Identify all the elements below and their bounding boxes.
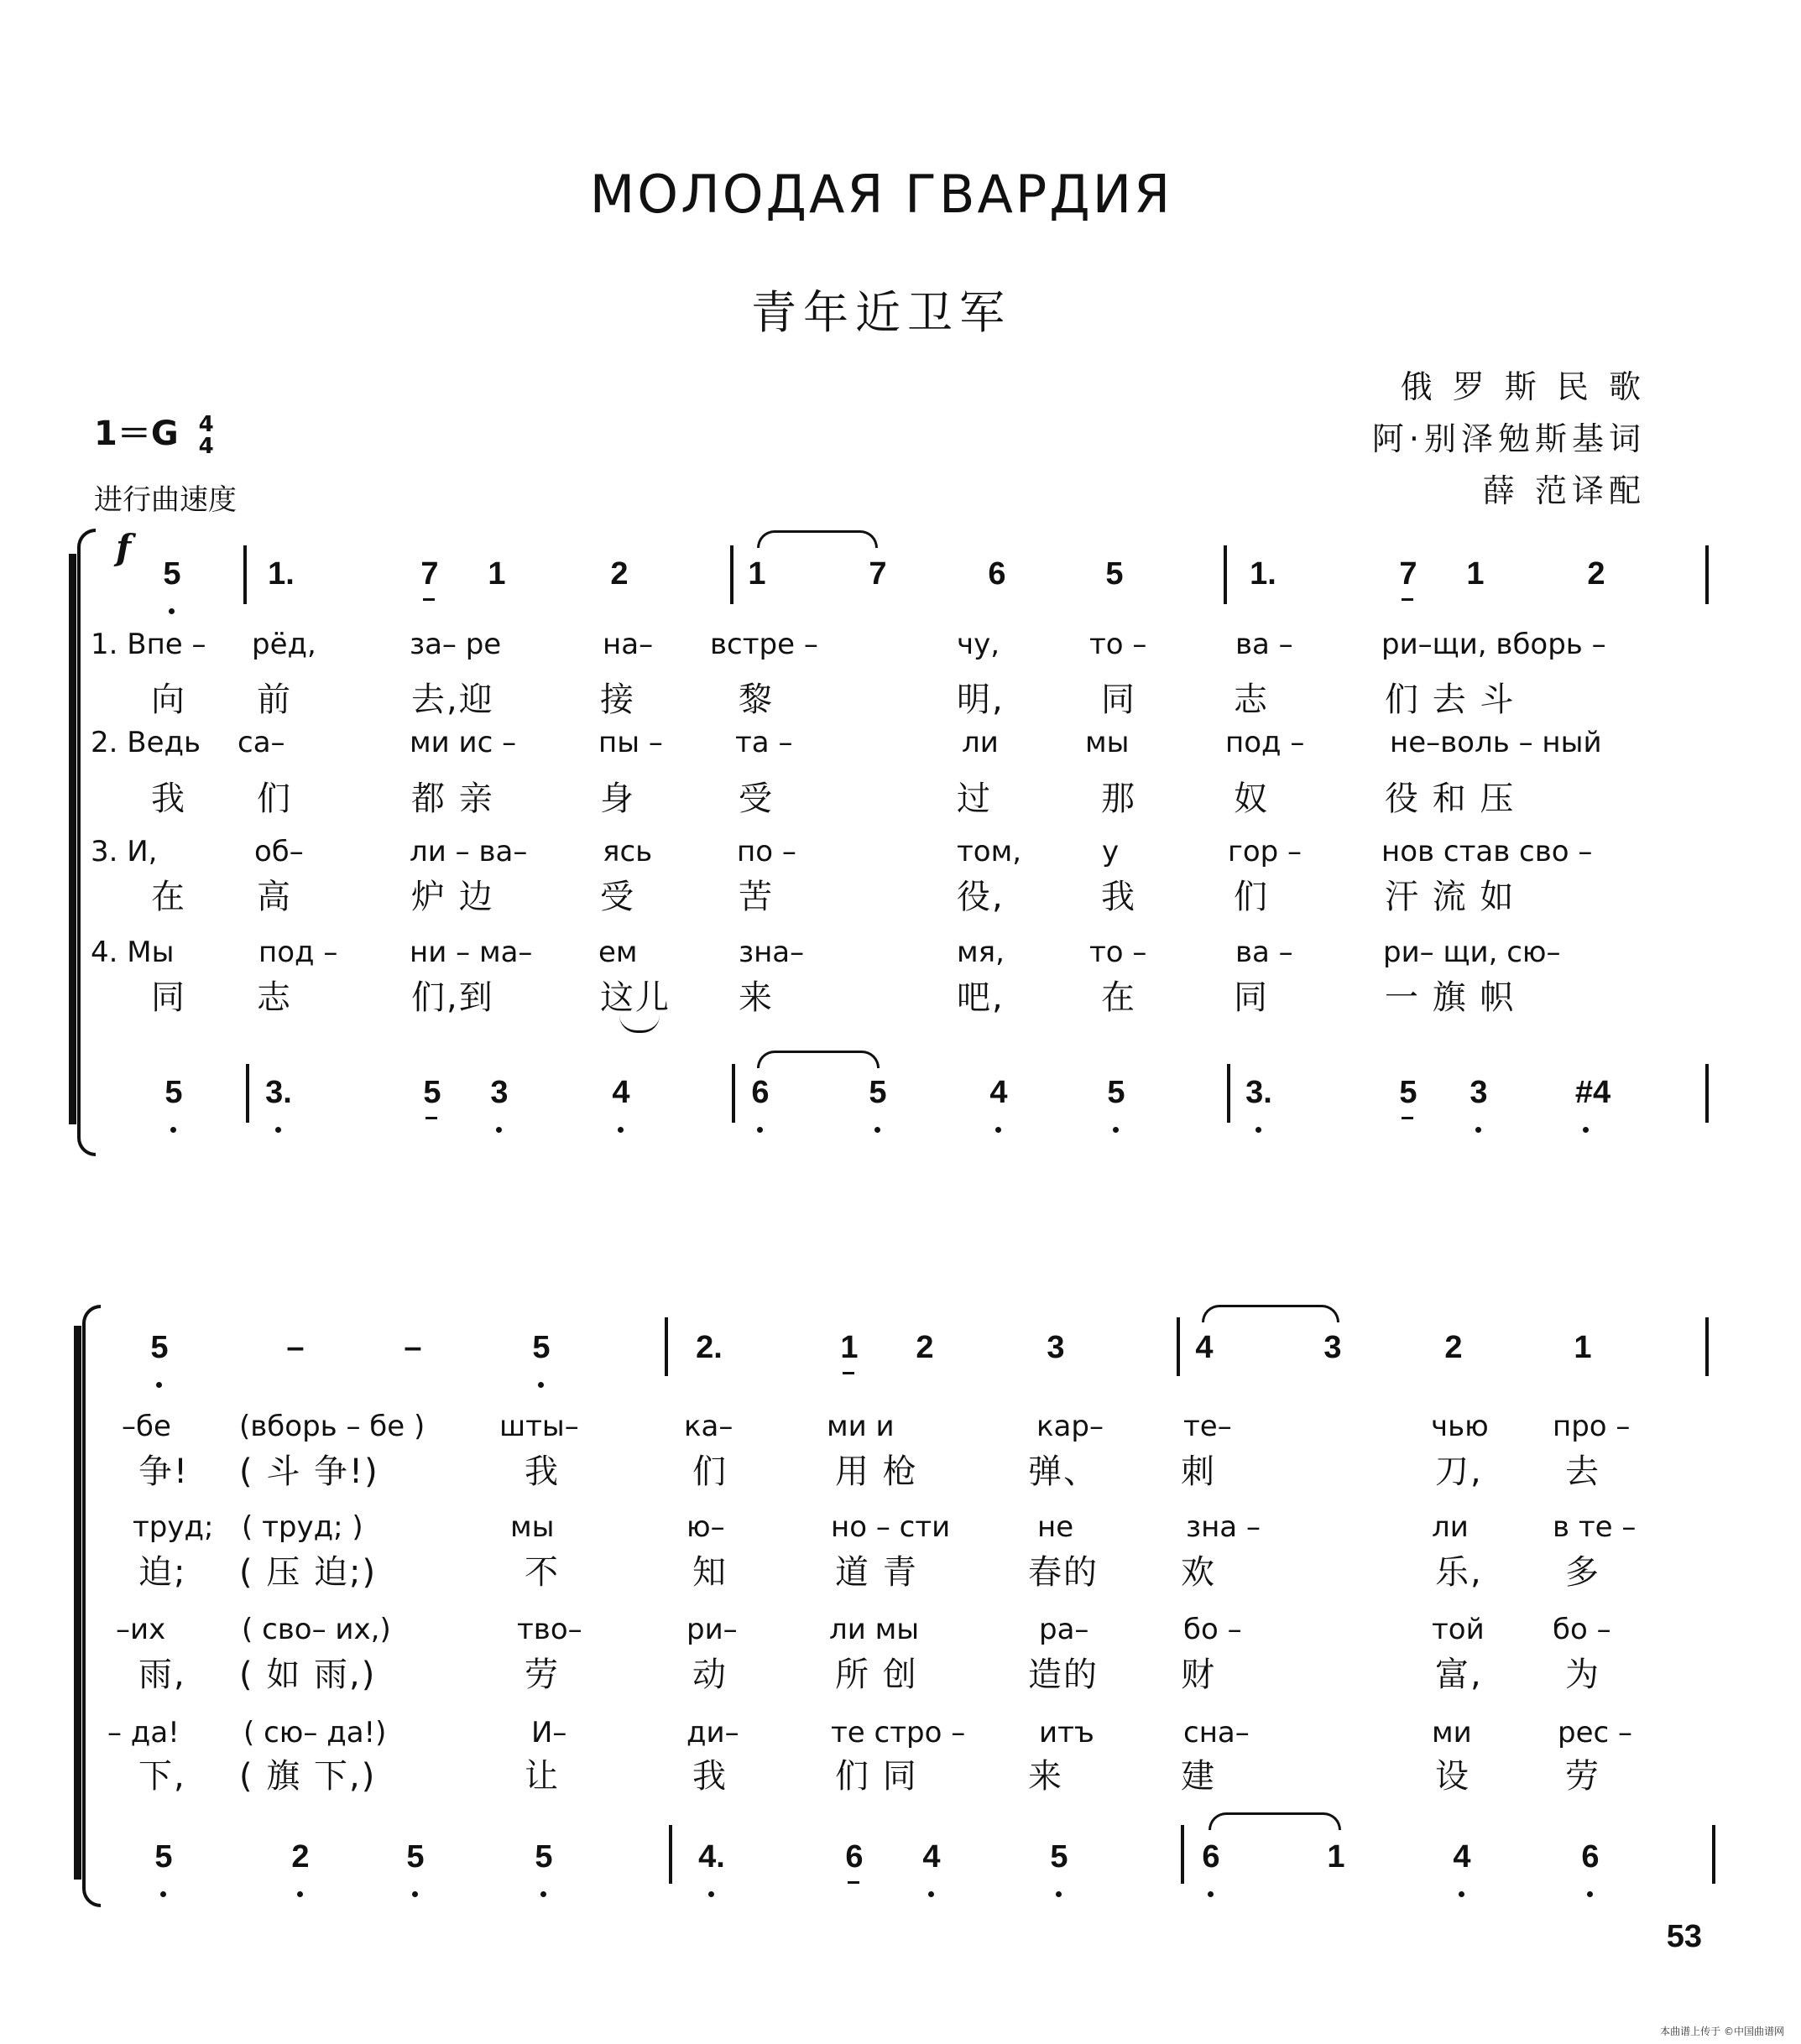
lyric-syllable: 吧, [957,978,1005,1017]
lyric-syllable: 志 [1234,680,1269,719]
time-top: 4 [198,412,214,437]
note: 6 [1574,1839,1607,1875]
note: 1 [833,1330,866,1366]
lyric-syllable: 前 [257,680,292,719]
barline [665,1317,668,1376]
note: 3. [1242,1075,1276,1111]
note: 3 [483,1075,516,1111]
note: 1 [1327,1839,1345,1875]
slur [757,530,878,548]
lyric-syllable: ( сю– да!) [243,1716,387,1749]
lyric-syllable: 让 [525,1757,560,1796]
lyric-syllable: ясь [603,835,653,868]
lyric-syllable: 下, [138,1757,186,1796]
note: 3 [1323,1330,1342,1365]
note: 5 [157,1075,191,1111]
barline [1712,1825,1715,1884]
lyric-syllable: 欢 [1181,1553,1216,1592]
lyric-syllable: чью [1431,1410,1489,1443]
lyric-syllable: 奴 [1234,780,1269,818]
lyric-syllable: ю– [686,1510,725,1544]
slur-under [619,1015,660,1033]
lyric-syllable: той [1432,1613,1485,1646]
barline [1224,545,1227,604]
lyric-syllable: то – [1089,936,1147,969]
lyric-syllable: 春的 [1028,1553,1099,1592]
barline [732,1064,735,1123]
lyric-syllable: за– ре [410,628,502,661]
barline [730,545,733,604]
lyric-syllable: та – [735,726,793,759]
lyric-syllable: ва – [1235,628,1293,661]
note: 5 [1391,1075,1425,1111]
barline [1705,1064,1709,1123]
note: – [404,1330,422,1365]
lyric-syllable: на– [603,628,654,661]
lyric-syllable: чу, [957,628,1000,661]
lyric-syllable: 们 [257,780,292,818]
lyric-syllable: ри– щи, сю– [1383,936,1561,969]
lyric-syllable: бо – [1183,1613,1242,1646]
note: 4 [1445,1839,1479,1875]
barline [1705,545,1709,604]
key-signature [94,407,214,457]
lyric-syllable: 身 [600,780,635,818]
lyric-syllable: мы [1085,726,1130,759]
note: 4 [1195,1330,1214,1365]
lyric-syllable: ми и [827,1410,895,1443]
lyric-syllable: 来 [1028,1757,1063,1796]
lyric-syllable: кар– [1036,1410,1104,1443]
note: 1. [1250,556,1276,592]
lyric-syllable: 向 [151,680,186,719]
lyric-syllable: труд; [133,1510,214,1544]
note: 5 [861,1075,895,1111]
lyric-syllable: 建 [1181,1757,1216,1796]
barline [1227,1064,1230,1123]
lyric-syllable: итъ [1039,1716,1094,1749]
lyric-syllable: не [1037,1510,1074,1544]
lyric-syllable: 接 [600,680,635,719]
note: 3 [1462,1075,1496,1111]
lyric-syllable: 役, [957,878,1005,916]
note: 5 [147,1839,180,1875]
note: 7 [869,556,887,592]
note: 5 [1099,1075,1133,1111]
lyric-syllable: ри– [686,1613,738,1646]
lyric-syllable: 苦 [739,878,774,916]
credit-origin: 俄 罗 斯 民 歌 [1400,368,1646,405]
note: 3. [262,1075,295,1111]
note: 7 [413,556,446,592]
lyric-syllable: ( 如 雨,) [239,1656,377,1694]
note: 2 [1587,556,1605,592]
lyric-syllable: то – [1089,628,1147,661]
lyric-syllable: 受 [600,878,635,916]
note: 2 [284,1839,317,1875]
lyric-syllable: в те – [1553,1510,1637,1544]
lyric-syllable: пы – [598,726,663,759]
song-title: МОЛОДАЯ ГВАРДИЯ [589,164,1173,225]
lyric-syllable: 劳 [1565,1757,1600,1796]
note: – [286,1330,305,1365]
credit-lyricist: 阿·别泽勉斯基词 [1371,420,1646,457]
lyric-syllable: 为 [1565,1656,1600,1694]
lyric-syllable: 我 [692,1757,728,1796]
lyric-syllable: 刺 [1181,1452,1216,1491]
lyric-syllable: (вборь – бе ) [239,1410,425,1443]
lyric-syllable: про – [1553,1410,1631,1443]
song-subtitle: 青年近卫军 [751,286,1011,339]
slur [757,1051,880,1068]
note: #4 [1569,1075,1616,1111]
lyric-syllable: 知 [692,1553,728,1592]
lyric-syllable: 争! [138,1452,190,1491]
note: 4 [982,1075,1015,1111]
lyric-syllable: 造的 [1028,1656,1099,1694]
lyric-syllable: 弹、 [1028,1452,1099,1491]
lyric-syllable: ра– [1039,1613,1089,1646]
lyric-syllable: 4. Мы [91,936,175,969]
slur [1202,1305,1339,1322]
lyric-syllable: са– [238,726,285,759]
lyric-syllable: мя, [957,936,1005,969]
lyric-syllable: 同 [151,978,186,1017]
lyric-syllable: ва – [1235,936,1293,969]
lyric-syllable: зна– [739,936,805,969]
lyric-syllable: 2. Ведь [91,726,201,759]
barline [1177,1317,1180,1376]
lyric-syllable: те стро – [831,1716,966,1749]
lyric-syllable: 们,到 [411,978,494,1017]
lyric-syllable: 劳 [525,1656,560,1694]
system2-brace-line [74,1326,81,1880]
lyric-syllable: те– [1183,1410,1232,1443]
lyric-syllable: 受 [739,780,774,818]
lyric-syllable: сна– [1183,1716,1250,1749]
note: 2. [696,1330,723,1365]
page-number: 53 [1666,1919,1702,1954]
lyric-syllable: по – [737,835,796,868]
lyric-syllable: 设 [1435,1757,1470,1796]
system2-brace [82,1305,101,1907]
note: 4 [915,1839,948,1875]
lyric-syllable: 们 [692,1452,728,1491]
credit-translator: 薛 范译配 [1482,472,1646,509]
note: 3 [1047,1330,1065,1365]
note: 4. [695,1839,728,1875]
note: 5 [1105,556,1124,592]
lyric-syllable: 过 [957,780,992,818]
lyric-syllable: 们 同 [835,1757,918,1796]
note: 1 [1574,1330,1592,1365]
note: 1 [748,556,766,592]
lyric-syllable: ( сво– их,) [242,1613,391,1646]
lyric-syllable: 用 枪 [835,1452,918,1491]
lyric-syllable: ( 斗 争!) [239,1452,379,1491]
lyric-syllable: ли [1432,1510,1469,1544]
lyric-syllable: 们 [1234,878,1269,916]
lyric-syllable: 动 [692,1656,728,1694]
note: 5 [527,1839,561,1875]
watermark: 本曲谱上传于 ©中国曲谱网 [1660,2026,1784,2037]
note: 6 [744,1075,777,1111]
lyric-syllable: 迫; [138,1553,187,1592]
lyric-syllable: 不 [525,1553,560,1592]
lyric-syllable: тво– [517,1613,582,1646]
lyric-syllable: 去 [1565,1452,1600,1491]
note: 7 [1391,556,1425,592]
lyric-syllable: 我 [151,780,186,818]
barline [243,545,247,604]
lyric-syllable: ми ис – [410,726,517,759]
note: 5 [1042,1839,1076,1875]
lyric-syllable: 雨, [138,1656,186,1694]
lyric-syllable: 1. Впе – [91,628,206,661]
system1-brace-line [69,554,76,1124]
lyric-syllable: ли мы [829,1613,920,1646]
lyric-syllable: 来 [739,978,774,1017]
lyric-syllable: под – [1225,726,1305,759]
note: 4 [604,1075,638,1111]
note: 2 [610,556,629,592]
lyric-syllable: шты– [499,1410,579,1443]
lyric-syllable: 我 [525,1452,560,1491]
lyric-syllable: 汗 流 如 [1385,878,1516,916]
lyric-syllable: 志 [257,978,292,1017]
note: 2 [1444,1330,1463,1365]
note: 6 [988,556,1006,592]
lyric-syllable: 这儿 [600,978,671,1017]
lyric-syllable: ди– [686,1716,739,1749]
note: 5 [399,1839,432,1875]
note: 6 [1194,1839,1228,1875]
barline [669,1825,672,1884]
lyric-syllable: 们 去 斗 [1385,680,1516,719]
lyric-syllable: ем [598,936,638,969]
lyric-syllable: не–воль – ный [1390,726,1602,759]
lyric-syllable: бо – [1553,1613,1611,1646]
lyric-syllable: 黎 [739,680,774,719]
lyric-syllable: 在 [151,878,186,916]
barline [1705,1317,1709,1376]
note: 1. [268,556,295,592]
lyric-syllable: рес – [1558,1716,1633,1749]
lyric-syllable: –их [116,1613,166,1646]
lyric-syllable: И– [531,1716,567,1749]
note: 5 [155,556,189,592]
lyric-syllable: 役 和 压 [1385,780,1516,818]
lyric-syllable: ли – ва– [410,835,528,868]
time-signature [199,414,214,457]
lyric-syllable: 同 [1234,978,1269,1017]
lyric-syllable: 炉 边 [411,878,494,916]
lyric-syllable: 我 [1101,878,1136,916]
tempo-marking: 进行曲速度 [94,483,237,517]
note: 2 [916,1330,934,1365]
lyric-syllable: 道 青 [835,1553,918,1592]
lyric-syllable: 同 [1101,680,1136,719]
lyric-syllable: – да! [107,1716,180,1749]
lyric-syllable: 都 亲 [411,780,494,818]
lyric-syllable: нов став сво – [1381,835,1593,868]
lyric-syllable: 刀, [1435,1452,1483,1491]
lyric-syllable: 一 旗 帜 [1385,978,1516,1017]
lyric-syllable: ли [962,726,999,759]
lyric-syllable: 多 [1565,1553,1600,1592]
lyric-syllable: зна – [1186,1510,1261,1544]
lyric-syllable: 在 [1101,978,1136,1017]
lyric-syllable: под – [258,936,338,969]
lyric-syllable: том, [957,835,1022,868]
note: 5 [415,1075,449,1111]
lyric-syllable: 所 创 [835,1656,918,1694]
note: 6 [838,1839,871,1875]
lyric-syllable: встре – [710,628,818,661]
lyric-syllable: 富, [1435,1656,1483,1694]
dynamic-marking: f [116,527,132,568]
key-label: 1＝G [94,415,179,453]
note: 1 [1466,556,1485,592]
lyric-syllable: ни – ма– [410,936,533,969]
lyric-syllable: об– [254,835,304,868]
lyric-syllable: ри–щи, вборь – [1381,628,1606,661]
lyric-syllable: 那 [1101,780,1136,818]
lyric-syllable: 财 [1181,1656,1216,1694]
lyric-syllable: ( 旗 下,) [239,1757,377,1796]
note: 5 [143,1330,176,1366]
barline [1181,1825,1184,1884]
lyric-syllable: 乐, [1435,1553,1483,1592]
lyric-syllable: у [1102,835,1120,868]
lyric-syllable: 3. И, [91,835,158,868]
lyric-syllable: гор – [1228,835,1302,868]
barline [246,1064,249,1123]
lyric-syllable: 高 [257,878,292,916]
lyric-syllable: ми [1432,1716,1472,1749]
lyric-syllable: мы [510,1510,555,1544]
lyric-syllable: –бе [122,1410,171,1443]
slur [1208,1812,1341,1830]
lyric-syllable: но – сти [831,1510,951,1544]
lyric-syllable: ( труд; ) [242,1510,363,1544]
lyric-syllable: рёд, [252,628,316,661]
lyric-syllable: 去,迎 [411,680,494,719]
note: 5 [525,1330,558,1366]
lyric-syllable: ка– [684,1410,733,1443]
lyric-syllable: 明, [957,680,1005,719]
time-bottom: 4 [198,434,214,459]
lyric-syllable: ( 压 迫;) [239,1553,378,1592]
note: 1 [488,556,506,592]
